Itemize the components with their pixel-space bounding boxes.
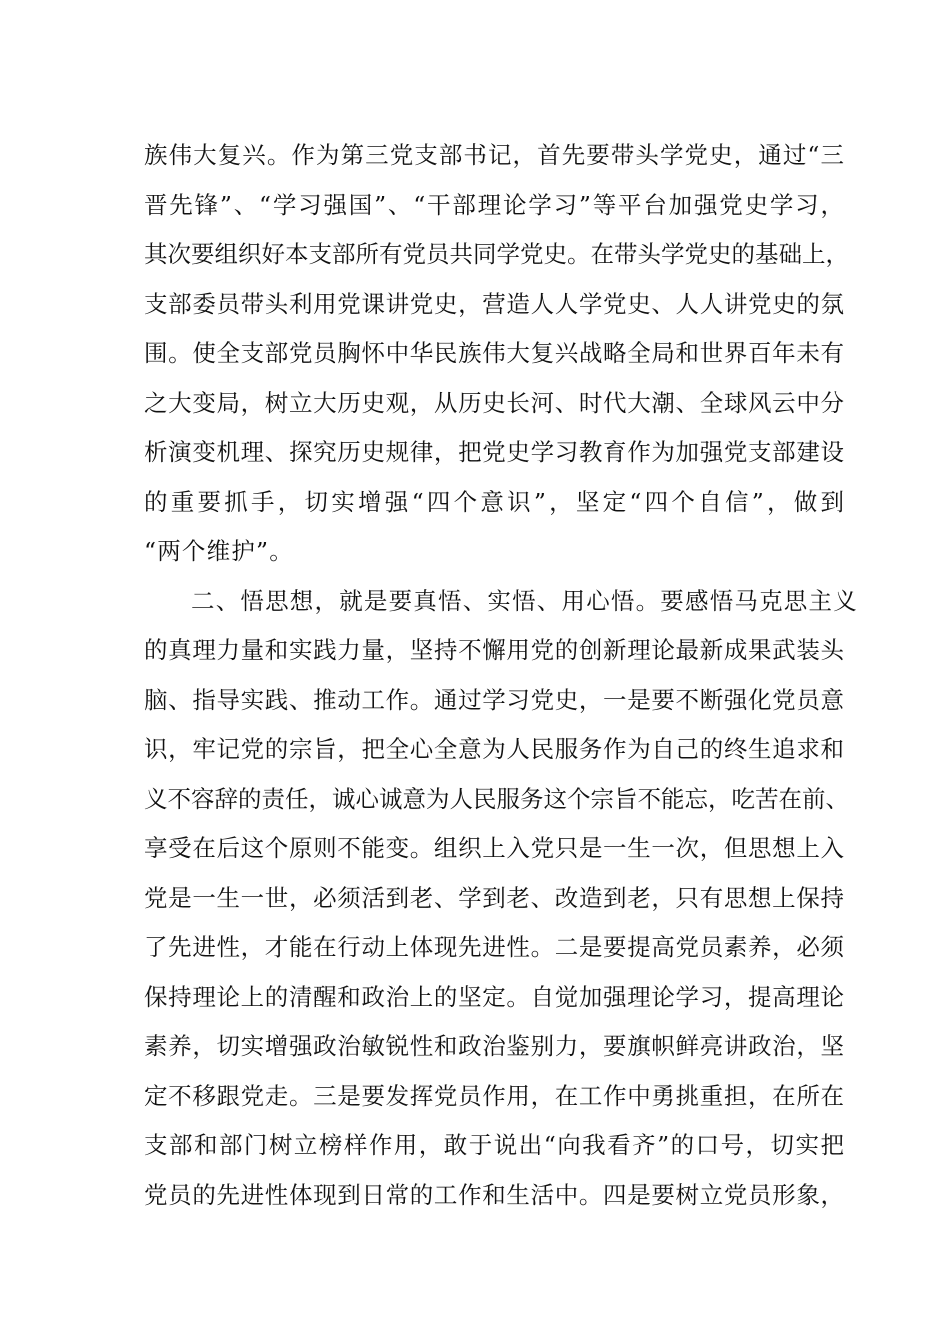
text-line: 识，牢记党的宗旨，把全心全意为人民服务作为自己的终生追求和 <box>144 735 844 763</box>
text-line: 围。使全支部党员胸怀中华民族伟大复兴战略全局和世界百年未有 <box>144 339 844 367</box>
text-line: 的真理力量和实践力量，坚持不懈用党的创新理论最新成果武装头 <box>144 636 844 664</box>
paragraph-first-line: 二、悟思想，就是要真悟、实悟、用心悟。要感悟马克思主义 <box>191 586 858 615</box>
text-line: 其次要组织好本支部所有党员共同学党史。在带头学党史的基础上， <box>144 240 849 268</box>
text-line: 支部委员带头利用党课讲党史，营造人人学党史、人人讲党史的氛 <box>144 289 844 318</box>
text-line: “两个维护”。 <box>144 537 294 565</box>
text-line: 族伟大复兴。作为第三党支部书记，首先要带头学党史，通过“三 <box>144 141 844 169</box>
text-line: 的重要抓手，切实增强“四个意识”，坚定“四个自信”，做到 <box>144 487 844 516</box>
text-line: 义不容辞的责任，诚心诚意为人民服务这个宗旨不能忘，吃苦在前、 <box>144 784 849 813</box>
text-line: 党员的先进性体现到日常的工作和生活中。四是要树立党员形象， <box>144 1180 844 1209</box>
text-line: 脑、指导实践、推动工作。通过学习党史，一是要不断强化党员意 <box>144 685 844 714</box>
text-line: 享受在后这个原则不能变。组织上入党只是一生一次，但思想上入 <box>144 834 844 862</box>
text-line: 析演变机理、探究历史规律，把党史学习教育作为加强党支部建设 <box>144 438 844 466</box>
text-line: 素养，切实增强政治敏锐性和政治鉴别力，要旗帜鲜亮讲政治，坚 <box>144 1032 844 1060</box>
body-text <box>144 131 858 1220</box>
text-line: 晋先锋”、“学习强国”、“干部理论学习”等平台加强党史学习， <box>144 190 844 219</box>
text-line: 党是一生一世，必须活到老、学到老、改造到老，只有思想上保持 <box>144 883 844 912</box>
text-line: 了先进性，才能在行动上体现先进性。二是要提高党员素养，必须 <box>144 933 844 961</box>
text-line: 支部和部门树立榜样作用，敢于说出“向我看齐”的口号，切实把 <box>144 1131 844 1159</box>
text-line: 保持理论上的清醒和政治上的坚定。自觉加强理论学习，提高理论 <box>144 982 844 1011</box>
text-line: 之大变局，树立大历史观，从历史长河、时代大潮、全球风云中分 <box>144 388 844 417</box>
text-line: 定不移跟党走。三是要发挥党员作用，在工作中勇挑重担，在所在 <box>144 1081 844 1110</box>
